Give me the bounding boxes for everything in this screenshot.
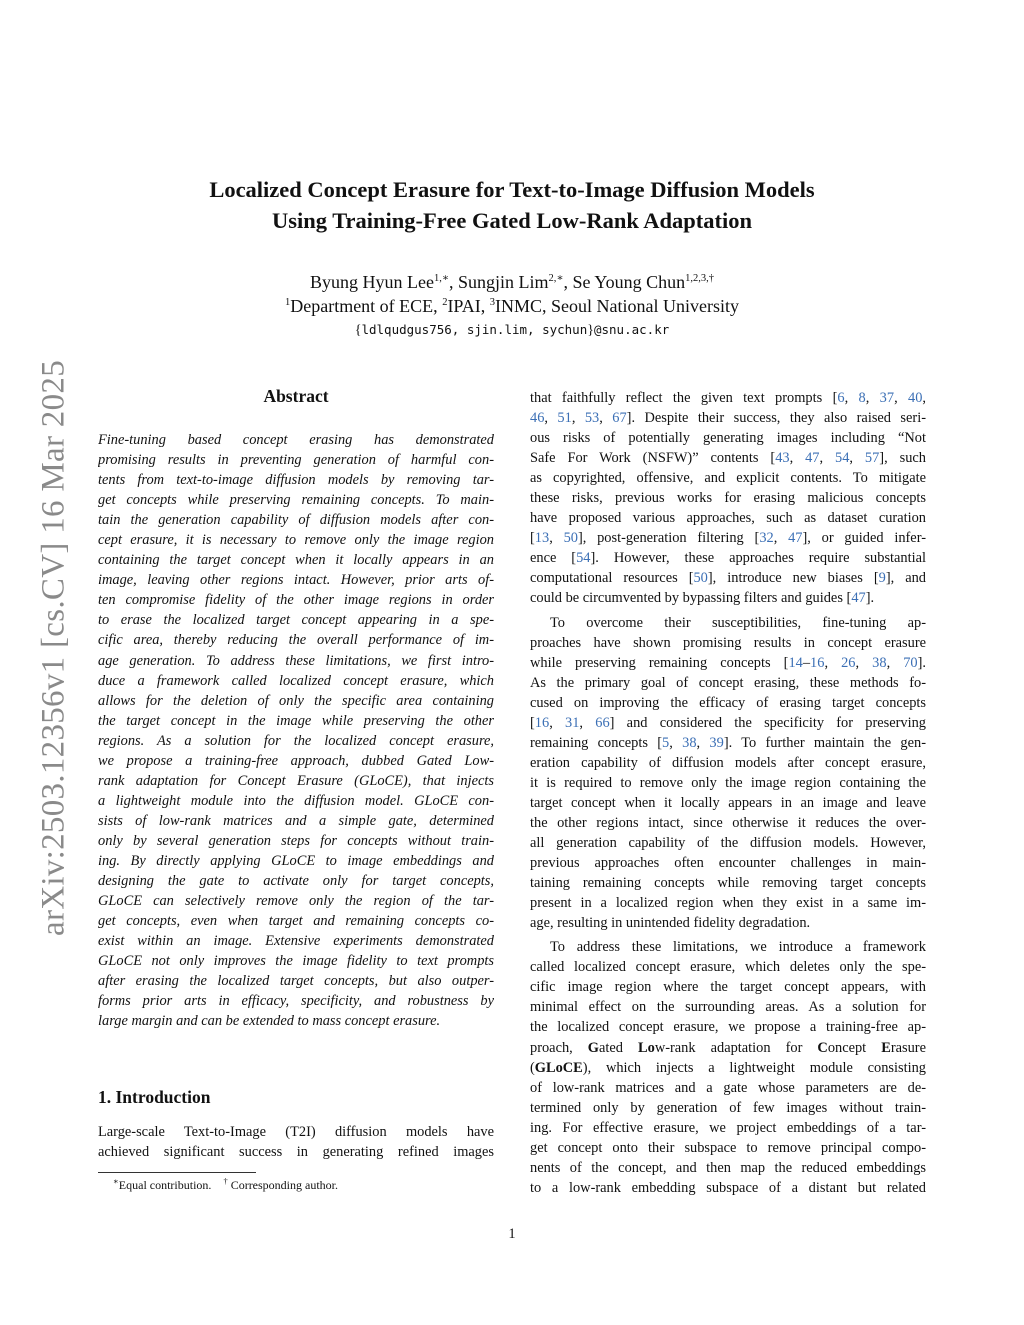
equal-marker: ∗ [113,1176,119,1186]
body-line [530,733,926,753]
text: [ [530,714,535,731]
citation-link[interactable]: 67 [612,410,627,427]
introduction-heading: 1. Introduction [98,1087,211,1107]
body-line [530,388,926,408]
abstract-line: cept erasure, it is necessary to remove only the image region [98,532,494,549]
abstract-line: large margin and can be extended to mass concept erasure. [98,1013,441,1030]
citation-link[interactable]: 16 [534,714,550,731]
citation-link[interactable]: 40 [908,390,923,406]
footnote-rule [98,1172,256,1173]
body-line [530,713,926,733]
text: , [773,530,789,547]
text: ] and considered the specificity for preserving [609,714,926,731]
body-line: all generation capability of the diffusion models. However, [530,835,926,852]
abstract-line: a lightweight module into the diffusion model. GLoCE con- [98,792,494,809]
aff-2-marker: 2 [442,297,448,308]
body-line: it is required to remove only the image region containing the [530,774,926,791]
text: ]. To further maintain the gen- [723,734,926,751]
text: , [855,654,873,671]
body-line [530,408,926,428]
citation-link[interactable]: 50 [693,570,708,587]
text: , [571,410,585,427]
text: ), which injects a lightweight module consisting [582,1059,926,1076]
author-3: Se Young Chun [572,272,686,292]
abstract-line: regions. As a solution for the localized concept erasure, [98,732,494,749]
text: while preserving remaining concepts [ [530,654,789,671]
body-line: these risks, previous works for erasing malicious concepts [530,490,926,507]
body-line: As the primary goal of concept erasing, these methods fo- [530,674,926,691]
text: , [789,450,806,467]
body-line: proaches have shown promising results in concept erasure [530,634,926,651]
aff-1-marker: 1 [284,297,291,308]
abstract-heading: Abstract [263,386,329,406]
text: , [844,390,859,406]
arxiv-sidebar-id: arXiv:2503.12356v1 [cs.CV] 16 Mar 2025 [35,360,72,936]
text: ]. [917,654,926,671]
citation-link[interactable]: 37 [879,390,895,406]
body-line [530,588,926,608]
method-name: GLoCE [534,1059,583,1076]
body-line: ous risks of potentially generating images including “Not [530,430,926,447]
text: , [849,450,865,467]
aff-3-marker: 3 [489,297,496,308]
email-users: ldlqudgus756, sjin.lim, sychun [361,322,588,337]
acronym-letter: E [881,1039,891,1056]
abstract-line: tain the generation capability of diffusion models after con- [98,512,494,529]
citation-link[interactable]: 16 [810,654,825,671]
author-2: Sungjin Lim [458,272,549,292]
body-line: to a low-rank embedding subspace of a distant but related [530,1179,926,1196]
citation-link[interactable]: 66 [595,714,610,731]
abstract-line: only by several generation steps for concepts without train- [98,832,494,849]
citation-link[interactable]: 26 [841,654,856,671]
abstract-line: age generation. To address these limitations, we first intro- [98,652,494,669]
author-emails: {ldlqudgus756, sjin.lim, sychun}@snu.ac.kr [354,322,670,338]
citation-link[interactable]: 38 [872,654,887,671]
body-line [530,1038,926,1058]
body-line [530,1058,926,1078]
body-line: called localized concept erasure, which deletes only the spe- [530,959,926,976]
text: ]. [865,590,875,607]
footnote [98,1176,494,1194]
body-line: eration capability of diffusion models after concept erasure, [530,754,926,771]
citation-link[interactable]: 47 [788,530,803,547]
abstract-line: get concepts, even when target and remaining concepts co- [98,913,494,930]
body-line: minimal effect on the surrounding areas. As a solution for [530,999,926,1016]
abstract-line: forms prior arts in efficacy, specificity, and robustness by [98,993,494,1010]
equal-contribution-note: Equal contribution. [118,1178,212,1192]
abstract-line: get concepts while preserving remaining concepts. To main- [98,492,494,509]
text: ], or guided infer- [802,530,926,547]
abstract-line: image, leaving other regions intact. However, prior arts of- [98,572,494,589]
text: , [669,734,683,751]
paper-title [120,174,904,236]
aff-2: IPAI, [447,296,490,316]
text: [ [530,530,535,547]
citation-link[interactable]: 47 [851,590,866,607]
abstract-line: GLoCE not only improves the image fidelity to text prompts [98,953,494,970]
abstract-line: we propose a training-free approach, dubbed Gated Low- [98,752,494,769]
intro-line: Large-scale Text-to-Image (T2I) diffusion models have [98,1124,494,1140]
author-1: Byung Hyun Lee [310,272,434,292]
body-line: cific image region where the target concept appears, with [530,979,926,996]
body-line: nents of the concept, and then map the reduced embeddings [530,1159,926,1176]
text: , [886,654,904,671]
citation-link[interactable]: 53 [584,410,600,427]
title-line-1: Localized Concept Erasure for Text-to-Image Diffusion Models [209,177,815,202]
abstract-line: after erasing the localized target concepts, but also outper- [98,973,494,990]
body-line: the localized concept erasure, we propose a training-free ap- [530,1019,926,1036]
text: , [819,450,835,467]
citation-link[interactable]: 13 [534,530,550,547]
text: could be circumvented by bypassing filters and guides [ [530,590,852,607]
citation-link[interactable]: 70 [903,654,918,671]
author-names: Byung Hyun Lee$^{1,∗}$, Sungjin Lim$^{2,∗}$, Se Young Chun$^{1,2,3,\dagger}$ [310,272,714,292]
text: , [549,530,564,547]
abstract-line: allows for the deletion of only the specific area containing [98,692,494,709]
abstract-line: Fine-tuning based concept erasing has demonstrated [98,432,494,448]
body-line [530,568,926,588]
text: ], such [879,450,926,467]
body-line: taining remaining concepts while removing target concepts [530,875,926,892]
text: oncept [827,1039,882,1056]
abstract-line: containing the target concept when it locally appears in an [98,552,494,569]
abstract-line: the target concept in the image while preserving the other [98,712,494,729]
body-line: get concept onto their subspace to remove principal compo- [530,1139,926,1156]
text: that faithfully reflect the given text prompts [ [530,390,838,406]
acronym-letter: Lo [638,1039,655,1056]
text: , [579,714,596,731]
abstract-line: tents from text-to-image diffusion models by removing tar- [98,472,494,489]
right-column [530,388,926,1198]
abstract-line: cific area, thereby reducing the overall performance of im- [98,632,494,649]
text: ], introduce new biases [ [707,570,879,587]
body-line: have proposed various approaches, such as dataset curation [530,510,926,527]
citation-link[interactable]: 9 [878,570,886,587]
text: , [922,390,926,406]
text: ]. Despite their success, they also raised seri- [626,410,926,427]
corresponding-marker: † [223,1176,228,1186]
text: ence [ [530,550,577,567]
citation-link[interactable]: 54 [576,550,591,567]
aff-3: INMC, Seoul National University [495,296,740,316]
body-line: previous approaches often encounter challenges in main- [530,855,926,872]
body-line: present in a localized region when they exist in a same im- [530,895,926,912]
text: ( [530,1059,535,1076]
abstract-line: to erase the localized target concept appearing in a spe- [98,612,494,629]
citation-link[interactable]: 6 [837,390,845,406]
abstract-line: ing. By directly applying GLoCE to image embeddings and [98,852,494,869]
citation-link[interactable]: 32 [759,530,774,547]
text: Safe For Work (NSFW)” contents [ [530,450,776,467]
text: ], post-generation filtering [ [577,530,760,547]
author-block [100,270,924,318]
body-line: the other regions intact, since otherwise it reduces the over- [530,814,926,831]
email-domain: @snu.ac.kr [593,322,670,337]
text: ]. However, these approaches require substantial [590,550,926,567]
citation-link[interactable]: 54 [835,450,850,467]
affiliations [100,294,924,318]
text: , [894,390,909,406]
text: , [599,410,613,427]
text: ], and [885,570,926,587]
body-line: To address these limitations, we introduce a framework [550,939,926,956]
citation-link[interactable]: 46 [530,410,545,427]
acronym-letter: G [587,1039,599,1056]
citation-link[interactable]: 38 [682,734,697,751]
text: rasure [890,1039,926,1056]
body-line: target concept when it locally appears in an image and leave [530,794,926,811]
citation-link[interactable]: 57 [864,450,880,467]
body-line: of low-rank matrices and a gate whose parameters are de- [530,1079,926,1096]
text: ated [599,1039,639,1056]
citation-link[interactable]: 43 [775,450,790,467]
body-line: To overcome their susceptibilities, fine-tuning ap- [550,614,926,631]
abstract-line: sists of low-rank matrices and a simple gate, determined [98,812,494,829]
abstract-line: duce a framework called localized concept erasure, which [98,672,494,689]
text: , [544,410,558,427]
intro-line: achieved significant success in generating refined images [98,1144,494,1161]
citation-link[interactable]: 31 [565,714,580,731]
page-number: 1 [508,1226,516,1242]
abstract-line: ten compromise fidelity of the other image regions in order [98,592,494,609]
abstract-line: promising results in preventing generation of harmful con- [98,452,494,469]
text: , [824,654,842,671]
text: w-rank adaptation for [654,1039,818,1056]
body-line: ing. For effective erasure, we project embeddings of a tar- [530,1119,926,1136]
body-line: termined only by generation of few images without train- [530,1099,926,1116]
aff-1: Department of ECE, [290,296,443,316]
abstract-line: designing the gate to activate only for target concepts, [98,873,494,890]
author-1-affiliation: 1,∗ [434,273,450,284]
introduction-body [98,1122,494,1162]
body-line [530,528,926,548]
author-3-affiliation: 1,2,3,† [685,273,714,284]
title-line-2: Using Training-Free Gated Low-Rank Adaptation [271,208,753,233]
text: , [549,714,566,731]
citation-link[interactable]: 8 [858,390,866,406]
citation-link[interactable]: 39 [709,734,724,751]
text: – [802,654,811,671]
acronym-letter: C [817,1039,828,1056]
body-line [530,653,926,673]
citation-link[interactable]: 50 [563,530,578,547]
abstract-body [98,430,494,1031]
text: , [696,734,710,751]
citation-link[interactable]: 14 [788,654,803,671]
abstract-line: rank adaptation for Concept Erasure (GLoCE), that injects [98,772,494,789]
citation-link[interactable]: 51 [557,410,572,427]
body-line: age, resulting in unintended fidelity degradation. [530,915,811,932]
body-line: cused on improving the efficacy of erasing target concepts [530,694,926,711]
text: remaining concepts [ [530,734,663,751]
text: , [865,390,880,406]
corresponding-author-note: Corresponding author. [227,1178,339,1192]
body-line [530,548,926,568]
text: computational resources [ [530,570,694,587]
citation-link[interactable]: 47 [805,450,820,467]
abstract-line: GLoCE can selectively remove only the region of the tar- [98,893,494,910]
text: proach, [530,1039,588,1056]
citation-link[interactable]: 5 [662,734,670,751]
author-2-affiliation: 2,∗ [548,273,564,284]
abstract-line: exist within an image. Extensive experiments demonstrated [98,933,494,950]
body-line [530,448,926,468]
body-line: as copyrighted, offensive, and explicit contents. To mitigate [530,470,926,487]
